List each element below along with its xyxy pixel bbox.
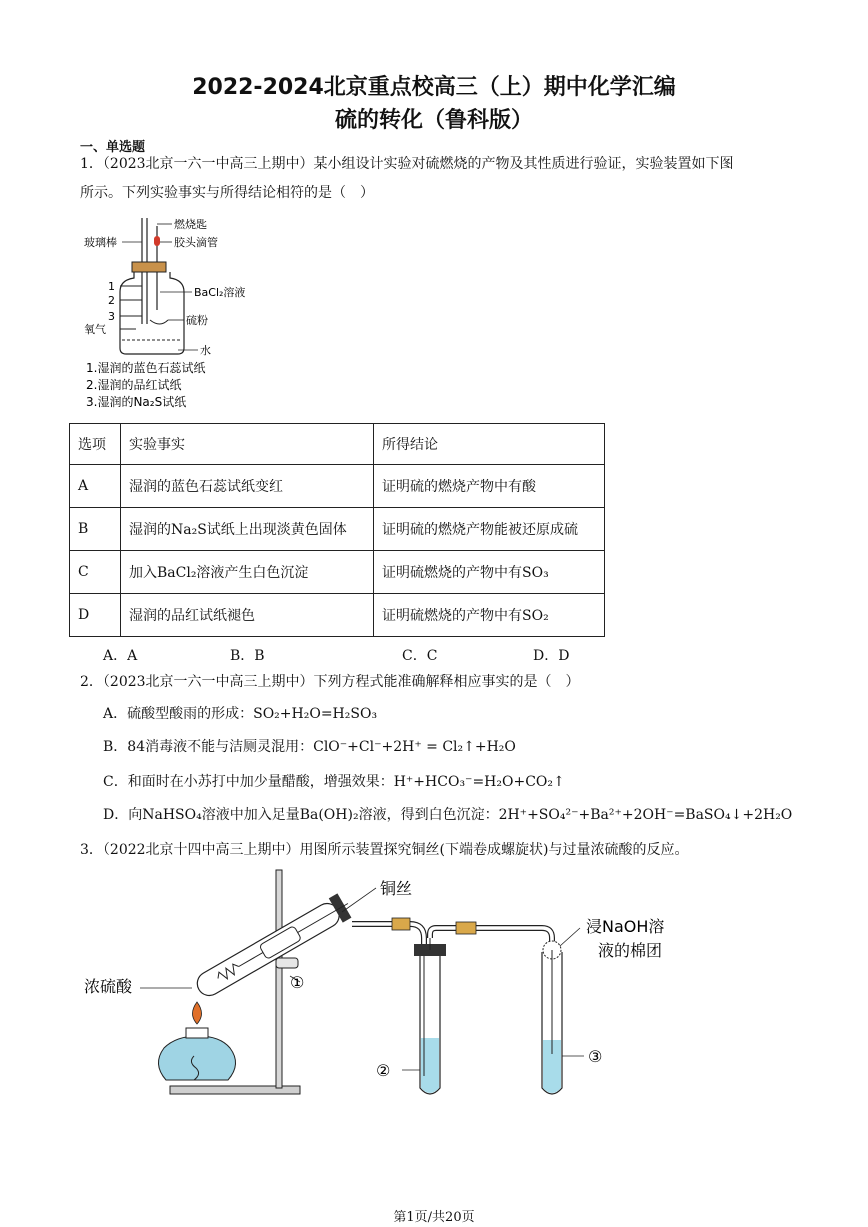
label-sulfur: 硫粉 xyxy=(186,314,208,327)
page-title: 2022-2024北京重点校高三（上）期中化学汇编 xyxy=(192,75,676,100)
table-row xyxy=(70,508,605,551)
table-row xyxy=(70,465,605,508)
label-n1: 1 xyxy=(108,280,115,293)
q1-apparatus-figure xyxy=(80,212,280,414)
q2-option-b[interactable]: B．84消毒液不能与洁厕灵混用：ClO⁻+Cl⁻+2H⁺ = Cl₂↑+H₂O xyxy=(103,739,516,755)
q3-stem: 3．（2022北京十四中高三上期中）用图所示装置探究铜丝(下端卷成螺旋状)与过量浓硫酸的反应。 xyxy=(80,842,689,858)
q2-option-c[interactable]: C．和面时在小苏打中加少量醋酸，增强效果：H⁺+HCO₃⁻=H₂O+CO₂↑ xyxy=(103,774,565,790)
q1-choice-a[interactable]: A．A xyxy=(103,648,138,664)
label-rod: 玻璃棒 xyxy=(84,236,117,249)
table-cell: A xyxy=(70,465,121,508)
q2-option-d[interactable]: D．向NaHSO₄溶液中加入足量Ba(OH)₂溶液，得到白色沉淀：2H⁺+SO₄²⁻+Ba²⁺+2OH⁻=BaSO₄↓+2H₂O xyxy=(103,807,793,823)
label-copper: 铜丝 xyxy=(380,879,413,898)
label-cotton-line1: 浸NaOH溶 xyxy=(586,917,665,936)
legend-3: 3.湿润的Na₂S试纸 xyxy=(86,395,187,409)
rubber-joint xyxy=(392,918,410,930)
legend-2: 2.湿润的品红试纸 xyxy=(86,378,182,392)
label-oxygen: 氧气 xyxy=(84,323,106,336)
label-acid: 浓硫酸 xyxy=(84,977,133,996)
table-header-cell: 所得结论 xyxy=(374,424,605,465)
stand-rod xyxy=(276,870,282,1088)
alcohol-lamp xyxy=(158,1036,235,1080)
table-cell: B xyxy=(70,508,121,551)
q1-choice-b[interactable]: B．B xyxy=(230,648,265,664)
table-cell: 证明硫燃烧的产物中有SO₃ xyxy=(374,551,605,594)
page-number: 第1页/共20页 xyxy=(393,1210,475,1225)
table-row xyxy=(70,551,605,594)
table-cell: 湿润的品红试纸褪色 xyxy=(121,594,374,637)
q1-choice-c[interactable]: C．C xyxy=(402,648,438,664)
table-cell: C xyxy=(70,551,121,594)
table-cell: D xyxy=(70,594,121,637)
table-cell: 证明硫燃烧的产物中有SO₂ xyxy=(374,594,605,637)
q2-stem: 2．（2023北京一六一中高三上期中）下列方程式能准确解释相应事实的是（ ） xyxy=(80,674,580,690)
q1-choice-d[interactable]: D．D xyxy=(533,648,570,664)
q1-stem-line2: 所示。下列实验事实与所得结论相符的是（ ） xyxy=(80,185,374,201)
q3-apparatus-figure xyxy=(80,866,720,1106)
marker-3: ③ xyxy=(588,1047,603,1066)
q1-stem-line1: 1．（2023北京一六一中高三上期中）某小组设计实验对硫燃烧的产物及其性质进行验证，实验装置如下图 xyxy=(80,156,734,172)
label-n3: 3 xyxy=(108,310,115,323)
table-header-cell: 选项 xyxy=(70,424,121,465)
label-dropper: 胶头滴管 xyxy=(174,236,218,249)
marker-2: ② xyxy=(376,1061,391,1080)
marker-1: ① xyxy=(290,973,305,992)
section-heading: 一、单选题 xyxy=(80,140,146,155)
q1-options-table xyxy=(69,423,605,637)
page-subtitle: 硫的转化（鲁科版） xyxy=(334,108,533,133)
table-header-cell: 实验事实 xyxy=(121,424,374,465)
table-cell: 证明硫的燃烧产物中有酸 xyxy=(374,465,605,508)
flame xyxy=(193,1002,202,1024)
table-row xyxy=(70,594,605,637)
q2-option-a[interactable]: A．硫酸型酸雨的形成：SO₂+H₂O=H₂SO₃ xyxy=(103,706,378,722)
label-cotton-line2: 液的棉团 xyxy=(598,941,663,960)
table-cell: 加入BaCl₂溶液产生白色沉淀 xyxy=(121,551,374,594)
dropper-bulb xyxy=(154,236,160,246)
table-cell: 证明硫的燃烧产物能被还原成硫 xyxy=(374,508,605,551)
label-n2: 2 xyxy=(108,294,115,307)
table-cell: 湿润的蓝色石蕊试纸变红 xyxy=(121,465,374,508)
table-header-row xyxy=(70,424,605,465)
label-water: 水 xyxy=(200,344,211,357)
label-spoon: 燃烧匙 xyxy=(174,218,207,231)
legend-1: 1.湿润的蓝色石蕊试纸 xyxy=(86,361,206,375)
table-cell: 湿润的Na₂S试纸上出现淡黄色固体 xyxy=(121,508,374,551)
label-bacl2: BaCl₂溶液 xyxy=(194,286,246,299)
